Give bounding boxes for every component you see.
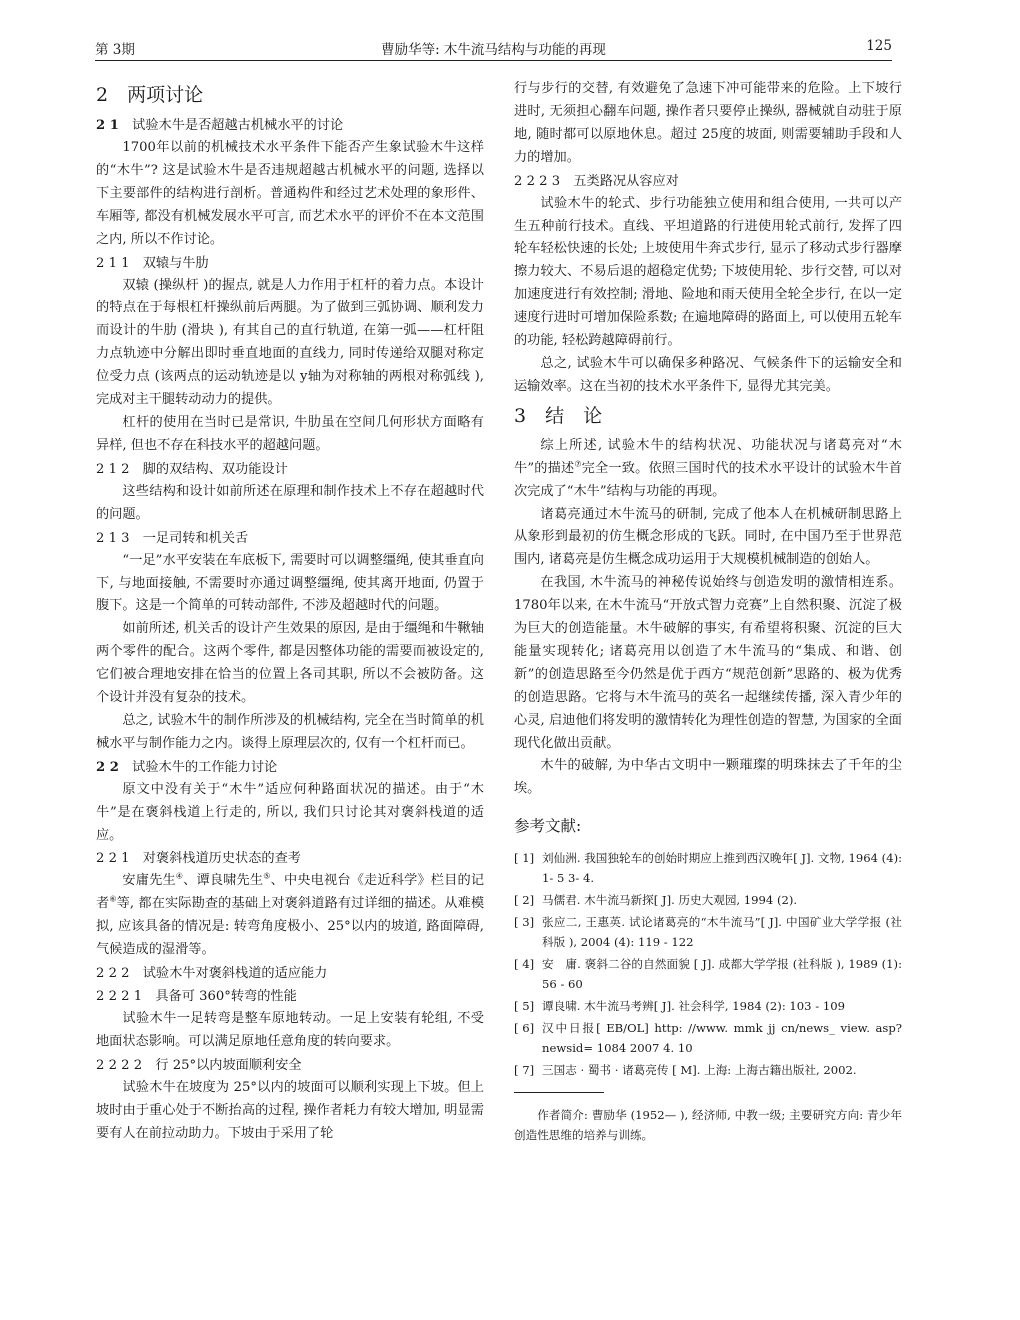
citation-mark: ⑤ — [263, 872, 271, 882]
text-run: 完全一致。依照三国时代的技术水平设计的试验木牛首次完成了“木牛”结构与功能的再现。 — [514, 460, 902, 499]
references-heading: 参考文献: — [514, 817, 582, 836]
paragraph: 原文中没有关于“木牛”适应何种路面状况的描述。由于“木牛”是在褒斜栈道上行走的, 所以, 我们只讨论其对褒斜栈道的适应。 — [96, 781, 484, 843]
subsection-title: 试验木牛的工作能力讨论 — [132, 759, 278, 775]
right-column — [514, 78, 902, 1145]
reference-text: 三国志 · 蜀书 · 诸葛亮传 [ M]. 上海: 上海古籍出版社, 2002. — [542, 1063, 857, 1078]
reference-text: 谭良啸. 木牛流马考辨[ J]. 社会科学, 1984 (2): 103 - 109 — [542, 999, 845, 1014]
paragraph: 双辕 (操纵杆 )的握点, 就是人力作用于杠杆的着力点。本设计的特点在于每根杠杆操纵前后两腿。为了做到三弧协调、顺利发力而设计的牛肋 (滑块 ), 有其自己的直行轨道, 在第一弧——杠杆阻力点轨迹中分解出即时垂直地面的直线力, 同时传递给双腿对称定位受力点 (该两点的运动轨迹是以 y轴为对称轴的两根对称弧线 ), 完成对主干腿转动动力的提供。 — [96, 277, 484, 408]
text-run: 等, 都在实际勘查的基础上对褒斜道路有过详细的描述。从难模拟, 应该具备的情况是: 转弯角度极小、25°以内的坡道, 路面障碍, 气候造成的湿滑等。 — [96, 896, 485, 958]
reference-item — [514, 954, 902, 994]
paragraph: 在我国, 木牛流马的神秘传说始终与创造发明的激情相连系。1780年以来, 在木牛流马“开放式智力竞赛”上自然积聚、沉淀了极为巨大的创造能量。木牛破解的事实, 有希望将积聚、沉淀的巨大能量实现转化; 诸葛亮用以创造了木牛流马的“集成、和谐、创新”的创造思路至今仍然是优于西方“规范创新”思路的、极为优秀的创造思路。它将与木牛流马的英名一起继续传播, 深入青少年的心灵, 启迪他们将发明的激情转化为理性创造的智慧, 为国家的全面现代化做出贡献。 — [514, 575, 902, 751]
paragraph: 试验木牛的轮式、步行功能独立使用和组合使用, 一共可以产生五种前行技术。直线、平坦道路的行进使用轮式前行, 发挥了四轮车轻松快速的长处; 上坡使用牛奔式步行, 显示了移动式步行器摩擦力较大、不易后退的超稳定优势; 下坡使用轮、步行交替, 可以对加速度进行有效控制; 滑地、险地和雨天使用全轮全步行, 在以一定速度行进时可增加保险系数; 在遍地障碍的路面上, 可以使用五轮车的功能, 轻松跨越障碍前行。 — [514, 195, 902, 349]
paragraph: “一足”水平安装在车底板下, 需要时可以调整缰绳, 使其垂直向下, 与地面接触, 不需要时亦通过调整缰绳, 使其离开地面, 仍置于腹下。这是一个简单的可转动部件, 不涉及超越时代的问题。 — [96, 552, 484, 614]
reference-text: 刘仙洲. 我国独轮车的创始时期应上推到西汉晚年[ J]. 文物, 1964 (4): 1- 5 3- 4. — [542, 851, 902, 886]
paragraph: 总之, 试验木牛的制作所涉及的机械结构, 完全在当时简单的机械水平与制作能力之内。谈得上原理层次的, 仅有一个杠杆而已。 — [96, 712, 484, 751]
subsubsection-heading: 2 1 3 一足司转和机关舌 — [96, 530, 249, 546]
subsubsection-heading: 2 2 2 1 具备可 360°转弯的性能 — [96, 989, 297, 1005]
section-heading: 3 结 论 — [514, 404, 603, 427]
subsubsection-heading: 2 2 2 3 五类路况从容应对 — [514, 173, 679, 189]
reference-item — [514, 848, 902, 888]
paragraph: 这些结构和设计如前所述在原理和制作技术上不存在超越时代的问题。 — [96, 483, 484, 522]
reference-item — [514, 1060, 902, 1080]
subsubsection-heading: 2 1 2 脚的双结构、双功能设计 — [96, 461, 288, 477]
subsection-number: 2 2 — [96, 759, 119, 775]
paragraph: 试验木牛在坡度为 25°以内的坡面可以顺利实现上下坡。但上坡时由于重心处于不断抬高的过程, 操作者耗力有较大增加, 明显需要有人在前拉动助力。下坡由于采用了轮 — [96, 1079, 484, 1141]
reference-text: 汉中日报[ EB/OL] http: //www. mmk jj cn/news_ view. asp? newsid= 1084 2007 4. 10 — [542, 1021, 902, 1056]
reference-number: [ 4] — [514, 957, 535, 972]
paragraph: 木牛的破解, 为中华古文明中一颗璀璨的明珠抹去了千年的尘埃。 — [514, 758, 902, 797]
reference-number: [ 7] — [514, 1063, 535, 1078]
running-title: 曹励华等: 木牛流马结构与功能的再现 — [381, 42, 606, 58]
paragraph: 诸葛亮通过木牛流马的研制, 完成了他本人在机械研制思路上从象形到最初的仿生概念形成的飞跃。同时, 在中国乃至于世界范围内, 诸葛亮是仿生概念成功运用于大规模机械制造的创始人。 — [514, 506, 902, 568]
reference-number: [ 2] — [514, 893, 535, 908]
reference-item — [514, 912, 902, 952]
reference-number: [ 5] — [514, 999, 535, 1014]
paragraph — [96, 870, 484, 962]
reference-text: 安 庸. 褒斜二谷的自然面貌 [ J]. 成都大学学报 (社科版 ), 1989 (1): 56 - 60 — [542, 957, 902, 992]
issue-label: 第 3期 — [95, 42, 135, 58]
paragraph: 杠杆的使用在当时已是常识, 牛肋虽在空间几何形状方面略有异样, 但也不存在科技水平的超越问题。 — [96, 414, 484, 453]
text-run: 、谭良啸先生 — [183, 873, 264, 889]
left-column — [96, 78, 484, 1146]
subsubsection-heading: 2 2 2 2 行 25°以内坡面顺利安全 — [96, 1057, 302, 1073]
paragraph: 如前所述, 机关舌的设计产生效果的原因, 是由于缰绳和牛鞦轴两个零件的配合。这两个零件, 都是因整体功能的需要而被设定的, 它们被合理地安排在恰当的位置上各司其职, 所以不会被防备。这个设计并没有复杂的技术。 — [96, 621, 484, 706]
subsection-number: 2 1 — [96, 118, 119, 133]
paragraph — [514, 435, 902, 504]
section-heading: 2 两项讨论 — [96, 84, 204, 106]
reference-number: [ 3] — [514, 915, 535, 930]
paragraph: 总之, 试验木牛可以确保多种路况、气候条件下的运输安全和运输效率。这在当初的技术水平条件下, 显得尤其完美。 — [514, 355, 902, 394]
page-number: 125 — [866, 38, 892, 54]
citation-mark: ⑦ — [574, 459, 582, 469]
subsection-heading — [96, 114, 484, 137]
paragraph: 试验木牛一足转弯是整车原地转动。一足上安装有轮组, 不受地面状态影响。可以满足原地任意角度的转向要求。 — [96, 1011, 484, 1049]
reference-text: 张应二, 王惠英. 试论诸葛亮的“木牛流马”[ J]. 中国矿业大学学报 (社科版 ), 2004 (4): 119 - 122 — [542, 915, 902, 950]
reference-item — [514, 1018, 902, 1058]
author-bio: 作者简介: 曹励华 (1952— ), 经济师, 中教一级; 主要研究方向: 青少年创造性思维的培养与训练。 — [514, 1108, 902, 1143]
citation-mark: ⑥ — [109, 894, 117, 904]
subsection-heading — [96, 756, 484, 779]
subsection-title: 试验木牛是否超越古机械水平的讨论 — [132, 118, 344, 133]
citation-mark: ④ — [175, 872, 184, 882]
reference-item — [514, 890, 902, 910]
subsubsection-heading: 2 1 1 双辕与牛肋 — [96, 255, 209, 271]
paragraph: 行与步行的交替, 有效避免了急速下冲可能带来的危险。上下坡行进时, 无须担心翻车问题, 操作者只要停止操纵, 器械就自动驻于原地, 随时都可以原地休息。超过 25度的坡面, 则需要辅助手段和人力的增加。 — [514, 81, 902, 165]
text-run: 综上所述, 试验木牛的结构状况、功能状况与诸葛亮对“木牛”的描述 — [514, 437, 902, 476]
running-header — [95, 36, 892, 61]
reference-text: 马儒君. 木牛流马新探[ J]. 历史大观园, 1994 (2). — [542, 893, 798, 908]
text-run: 安庸先生 — [122, 873, 176, 889]
reference-number: [ 1] — [514, 851, 535, 866]
subsubsection-heading: 2 2 2 试验木牛对褒斜栈道的适应能力 — [96, 966, 328, 982]
reference-number: [ 6] — [514, 1021, 535, 1036]
subsubsection-heading: 2 2 1 对褒斜栈道历史状态的查考 — [96, 851, 301, 867]
text-run: 、中央电视台《走近科学》栏目的记者 — [96, 873, 485, 912]
footnote-divider — [514, 1092, 604, 1093]
paragraph: 1700年以前的机械技术水平条件下能否产生象试验木牛这样的“木牛”? 这是试验木牛是否违规超越古机械水平的问题, 选择以下主要部件的结构进行剖析。普通构件和经过艺术处理的象形件、车厢等, 都没有机械发展水平可言, 而艺术水平的评价不在本文范围之内, 所以不作讨论。 — [96, 140, 484, 247]
reference-item — [514, 996, 902, 1016]
reference-list — [514, 848, 902, 1080]
